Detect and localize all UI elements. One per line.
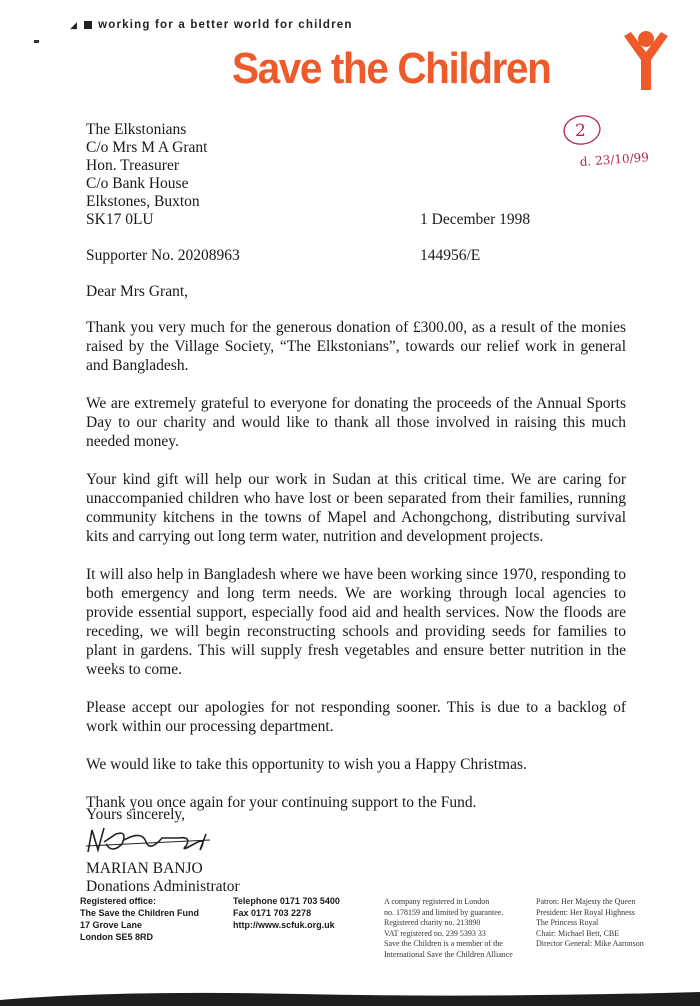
signatory	[86, 860, 240, 896]
letter-date: 1 December 1998	[420, 211, 531, 228]
address-line: C/o Bank House	[86, 175, 189, 192]
supporter-number: Supporter No. 20208963	[86, 247, 240, 264]
footer-line: A company registered in London	[384, 897, 490, 906]
footer-fax: Fax 0171 703 2278	[233, 908, 312, 918]
footer-line: VAT registered no. 239 5393 33	[384, 928, 486, 938]
scan-speck	[34, 40, 39, 43]
reference-number: 144956/E	[420, 247, 481, 264]
footer-line: The Princess Royal	[536, 918, 599, 927]
salutation: Dear Mrs Grant,	[86, 283, 189, 300]
footer-patrons	[536, 897, 644, 950]
footer-line: London SE5 8RD	[80, 932, 154, 942]
paragraph: Thank you once again for your continuing support to the Fund.	[86, 794, 477, 811]
footer-website-link[interactable]: http://www.scfuk.org.uk	[233, 920, 335, 930]
signatory-name: MARIAN BANJO	[86, 860, 203, 877]
annotation-date: d. 23/10/99	[579, 150, 650, 169]
tagline-text: working for a better world for children	[98, 19, 353, 31]
footer-line: 17 Grove Lane	[80, 920, 143, 930]
paragraph: It will also help in Bangladesh where we have been working since 1970, responding to both emergency and long term needs. We are working through local agencies to provide essential support, especially food aid and health services. Now the floods are receding, we will begin reconstructing schools and providing seeds for families to plant in gardens. This will supply fresh vegetables and ensure better nutrition in the weeks to come.	[86, 566, 626, 678]
footer-line: Save the Children is a member of the	[384, 939, 503, 948]
letter-body	[86, 318, 626, 831]
footer-line: The Save the Children Fund	[80, 908, 200, 918]
footer-line: Director General: Mike Aaronson	[536, 939, 644, 948]
address-line: The Elkstonians	[86, 121, 187, 138]
address-line: C/o Mrs M A Grant	[86, 139, 208, 156]
footer-line: no. 178159 and limited by guarantee.	[384, 907, 504, 917]
footer-company	[384, 897, 513, 960]
footer-contact	[233, 895, 340, 931]
address-line: SK17 0LU	[86, 211, 154, 228]
square-icon	[84, 21, 92, 29]
signatory-title: Donations Administrator	[86, 878, 240, 895]
paragraph: We are extremely grateful to everyone for donating the proceeds of the Annual Sports Day to our charity and would like to thank all those involved in raising this much needed money.	[86, 395, 626, 450]
handwritten-signature	[82, 822, 222, 862]
paragraph: Thank you very much for the generous donation of £300.00, as a result of the monies raised by the Village Society, “The Elkstonians”, towards our relief work in general and Bangladesh.	[86, 319, 626, 374]
address-line: Elkstones, Buxton	[86, 193, 200, 210]
footer-line: Patron: Her Majesty the Queen	[536, 897, 636, 906]
paragraph: Please accept our apologies for not responding sooner. This is due to a backlog of work within our processing department.	[86, 699, 626, 735]
footer-line: International Save the Children Alliance	[384, 949, 513, 959]
footer-line: Registered charity no. 213890	[384, 918, 481, 927]
footer-line: Registered office:	[80, 896, 157, 906]
handwritten-annotation	[548, 114, 658, 184]
recipient-address	[86, 121, 207, 229]
tagline	[70, 19, 353, 31]
footer-line: President: Her Royal Highness	[536, 907, 635, 917]
brand-wordmark: Save the Children	[232, 44, 551, 93]
child-figure-logo-icon	[622, 30, 670, 92]
footer-phone: Telephone 0171 703 5400	[233, 896, 340, 906]
address-line: Hon. Treasurer	[86, 157, 179, 174]
paragraph: We would like to take this opportunity to wish you a Happy Christmas.	[86, 756, 527, 773]
closing: Yours sincerely,	[86, 806, 186, 823]
footer-line: Chair: Michael Bett, CBE	[536, 928, 620, 938]
footer-office	[80, 895, 199, 943]
arrow-icon: ◢	[70, 19, 79, 30]
paragraph: Your kind gift will help our work in Sudan at this critical time. We are caring for unaccompanied children who have lost or been separated from their families, running community kitchens in the towns of Mapel and Achongchong, distributing survival kits and carrying out long term water, nutrition and development projects.	[86, 471, 626, 545]
annotation-number: 2	[575, 121, 586, 141]
scan-edge-shadow	[0, 988, 700, 1006]
